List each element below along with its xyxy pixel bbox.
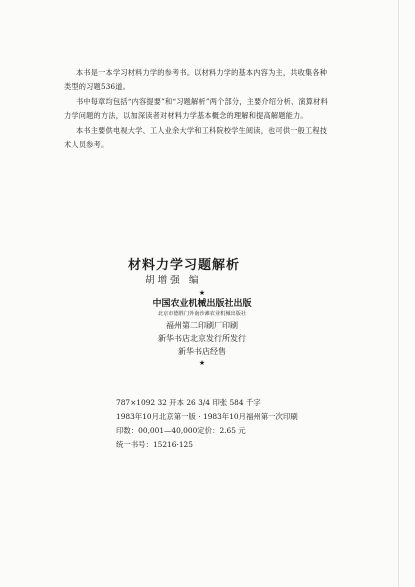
summary-paragraph-1: 本书是一本学习材料力学的参考书。以材料力学的基本内容为主，共收集各种类型的习题536道。 bbox=[64, 68, 328, 91]
separator-star-2: ★ bbox=[198, 359, 206, 367]
summary-paragraph-2: 书中每章均包括“内容提要”和“习题解析”两个部分，主要介绍分析、演算材料力学问题的方法，以加深读者对材料力学基本概念的理解和提高解题能力。 bbox=[64, 97, 328, 120]
printer-line: 福州第二印刷厂印刷 bbox=[166, 321, 238, 330]
separator-star: ★ bbox=[198, 289, 206, 297]
distributor-line: 新华书店北京发行所发行 bbox=[158, 334, 246, 343]
publisher-address: 北京市德胜门外南沙滩农业机械出版社 bbox=[157, 311, 247, 317]
publisher-line: 中国农业机械出版社出版 bbox=[152, 299, 252, 309]
edition-line: 1983年10月北京第一版 · 1983年10月福州第一次印刷 bbox=[116, 412, 298, 421]
page-edge-shadow bbox=[398, 0, 399, 587]
seller-line: 新华书店经售 bbox=[178, 347, 226, 356]
copyright-block bbox=[112, 258, 292, 368]
content-summary bbox=[64, 66, 334, 154]
format-line: 787×1092 32 开本 26 3/4 印张 584 千字 bbox=[116, 398, 261, 407]
author-line: 胡增强 编 bbox=[145, 275, 202, 286]
summary-paragraph-3: 本书主要供电视大学、工人业余大学和工科院校学生阅读，也可供一般工程技术人员参考。 bbox=[64, 126, 328, 149]
book-title: 材料力学习题解析 bbox=[128, 258, 241, 273]
publication-specs bbox=[116, 396, 326, 452]
book-number-line: 统一书号：15216·125 bbox=[116, 440, 193, 449]
print-run-price-line: 印数：00,001—40,000定价：2.65 元 bbox=[116, 426, 246, 435]
